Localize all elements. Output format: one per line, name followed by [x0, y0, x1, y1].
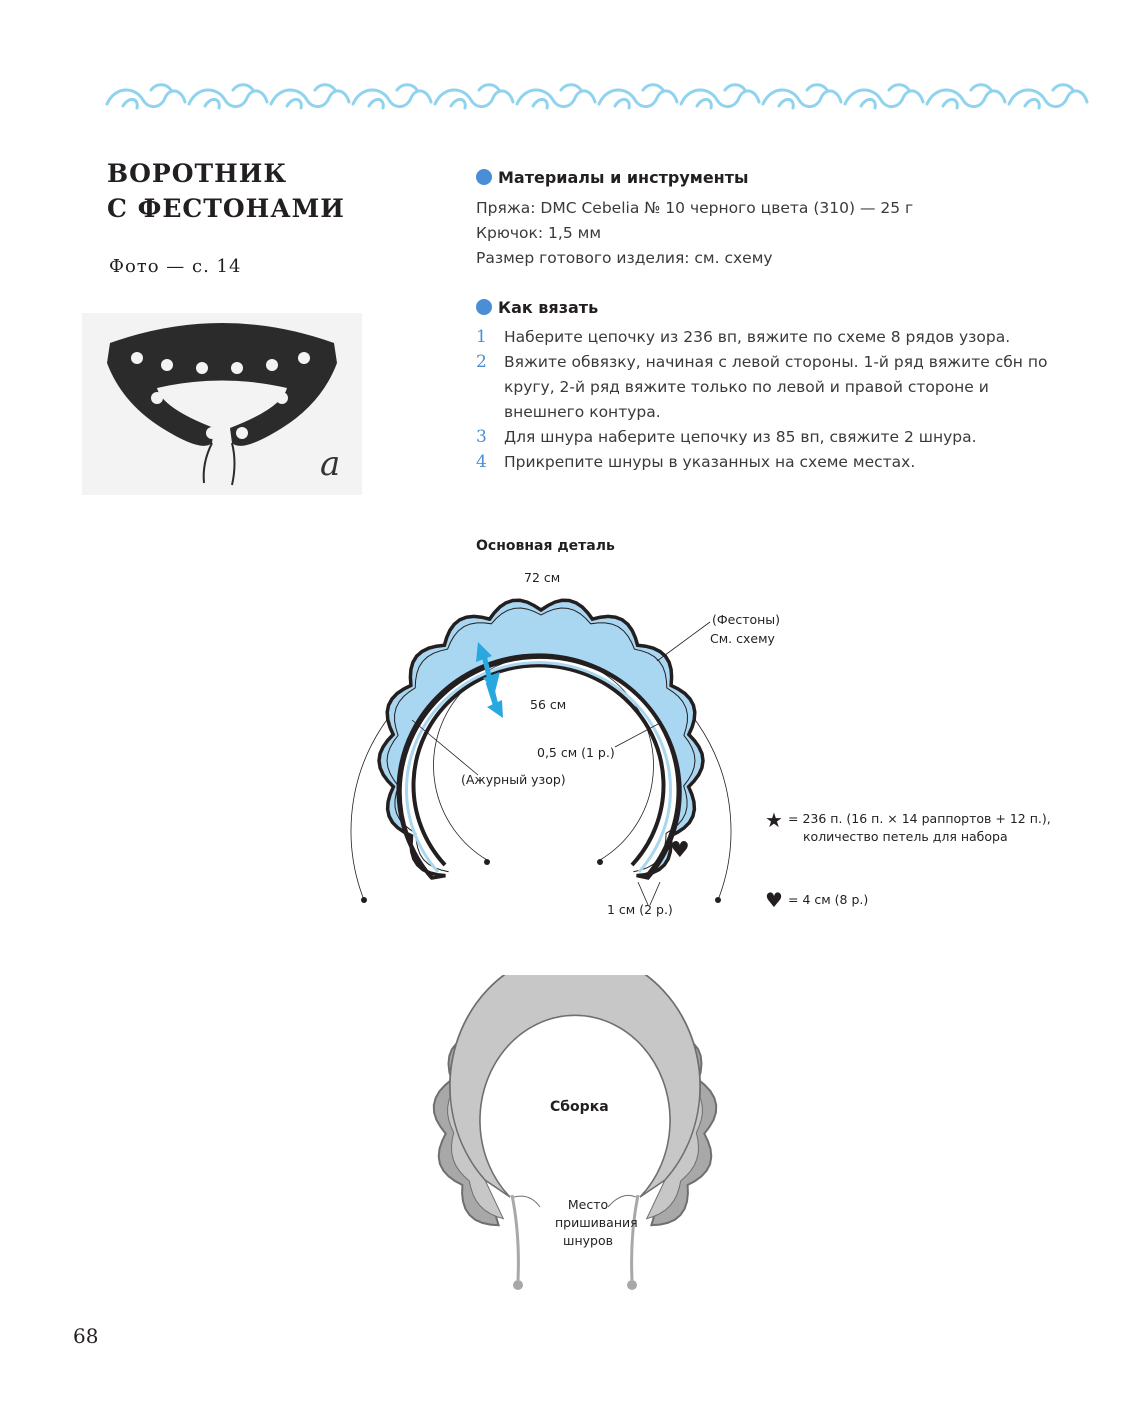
legend-star-text: = 236 п. (16 п. × 14 раппортов + 12 п.), [788, 811, 1051, 826]
bottom-edge-label: 1 см (2 р.) [607, 902, 673, 917]
assembly-diagram [400, 975, 760, 1305]
heart-icon: ♥ [765, 888, 783, 912]
outer-length-label: 72 см [524, 570, 561, 585]
bullet-dot-icon [476, 169, 492, 185]
bullet-dot-icon [476, 299, 492, 315]
photo-reference: Фото — с. 14 [109, 256, 242, 277]
howto-heading: Как вязать [476, 298, 598, 317]
materials-line: Размер готового изделия: см. схему [476, 249, 773, 267]
collar-diagram [0, 560, 1145, 960]
pattern-label: (Ажурный узор) [461, 772, 566, 787]
diagram-title: Основная деталь [476, 538, 615, 554]
legend-heart-text: = 4 см (8 р.) [788, 892, 869, 907]
page-title: ВОРОТНИК С ФЕСТОНАМИ [107, 159, 345, 223]
sew-place-label: Место пришивания шнуров [555, 1197, 638, 1248]
materials-line: Пряжа: DMC Cebelia № 10 черного цвета (310) — 25 г [476, 199, 914, 217]
step-item: 2 Вяжите обвязку, начиная с левой стороны. 1-й ряд вяжите сбн по кругу, 2-й ряд вяжите только по левой и правой стороне и внешнего контура. [476, 352, 1048, 421]
assembly-title: Сборка [550, 1099, 609, 1115]
materials-line: Крючок: 1,5 мм [476, 224, 602, 242]
step-item: 3 Для шнура наберите цепочку из 85 вп, свяжите 2 шнура. [476, 427, 977, 447]
legend-star-text: количество петель для набора [803, 829, 1008, 844]
scallops-label: (Фестоны) [712, 612, 781, 627]
step-item: 1 Наберите цепочку из 236 вп, вяжите по схеме 8 рядов узора. [476, 327, 1011, 347]
edging-label: 0,5 см (1 р.) [537, 745, 615, 760]
photo-letter: a [320, 444, 341, 484]
collar-photo [82, 313, 362, 495]
materials-heading: Материалы и инструменты [476, 168, 748, 187]
step-item: 4 Прикрепите шнуры в указанных на схеме местах. [476, 452, 916, 472]
ornament-border [105, 80, 1090, 122]
page-number: 68 [73, 1324, 99, 1348]
heart-icon: ♥ [670, 838, 690, 863]
scallops-label: См. схему [710, 631, 775, 646]
inner-length-label: 56 см [530, 697, 567, 712]
star-icon: ★ [765, 808, 783, 832]
